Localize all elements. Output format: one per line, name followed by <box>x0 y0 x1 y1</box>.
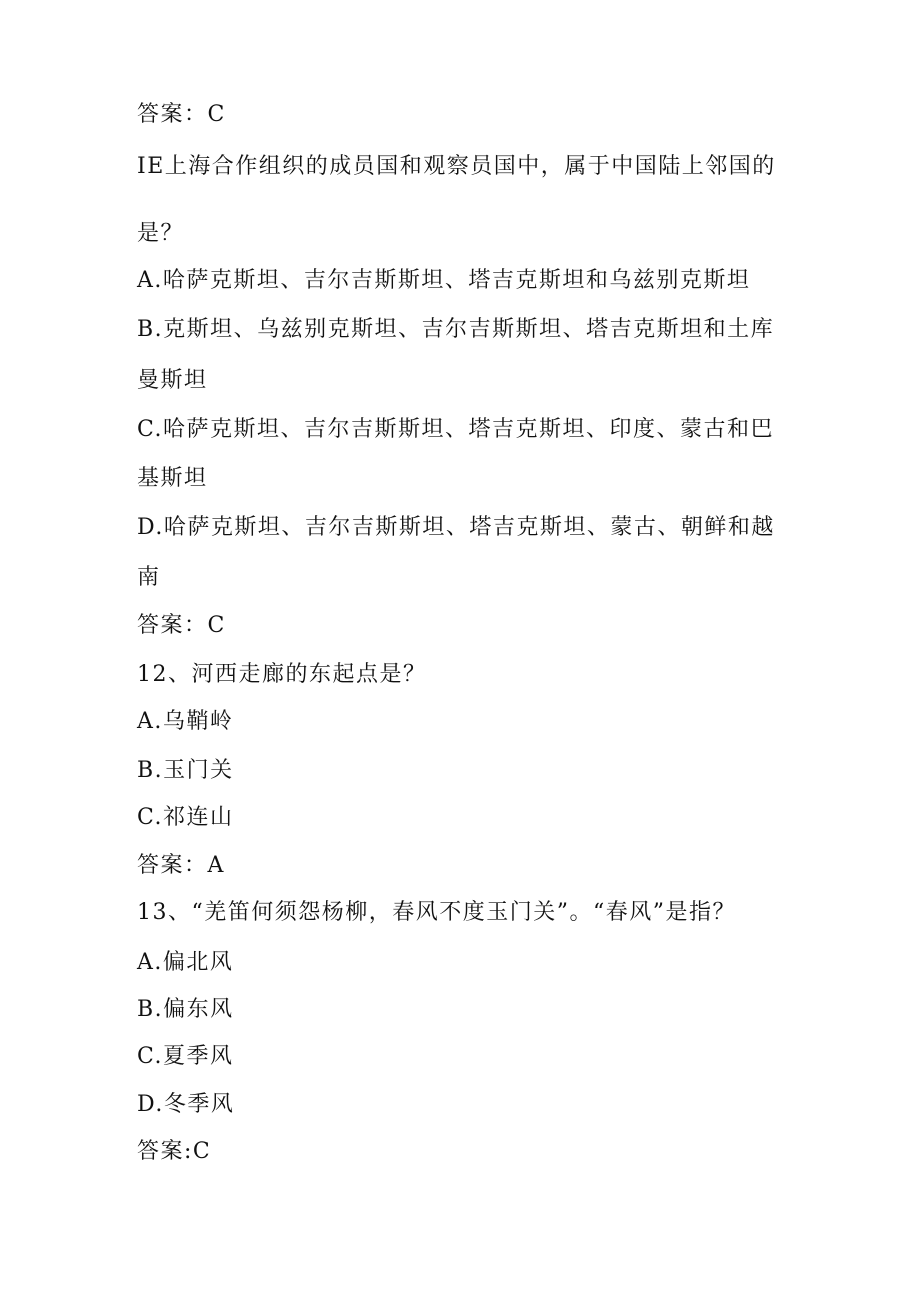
answer-line: 答案：C <box>137 102 226 127</box>
option-b: B.偏东风 <box>137 997 234 1022</box>
option-b: B.克斯坦、乌兹别克斯坦、吉尔吉斯斯坦、塔吉克斯坦和土库 <box>137 317 775 342</box>
option-c: C.哈萨克斯坦、吉尔吉斯斯坦、塔吉克斯坦、印度、蒙古和巴 <box>137 417 775 442</box>
answer-line: 答案:C <box>137 1139 212 1164</box>
option-a: A.哈萨克斯坦、吉尔吉斯斯坦、塔吉克斯坦和乌兹别克斯坦 <box>137 268 751 293</box>
question-13-text: 13、“羌笛何须怨杨柳，春风不度玉门关”。“春风”是指？ <box>137 900 736 925</box>
option-d: D.冬季风 <box>137 1092 235 1117</box>
option-a: A.乌鞘岭 <box>137 709 234 734</box>
option-d-cont: 南 <box>137 565 161 590</box>
option-b-cont: 曼斯坦 <box>137 368 208 393</box>
option-c: C.祁连山 <box>137 805 234 830</box>
answer-line: 答案：C <box>137 613 226 638</box>
option-c-cont: 基斯坦 <box>137 466 208 491</box>
question-11-text-cont: 是？ <box>137 221 185 246</box>
option-c: C.夏季风 <box>137 1044 234 1069</box>
option-a: A.偏北风 <box>137 950 234 975</box>
answer-line: 答案：A <box>137 853 225 878</box>
question-12-text: 12、河西走廊的东起点是？ <box>137 662 427 687</box>
option-d: D.哈萨克斯坦、吉尔吉斯斯坦、塔吉克斯坦、蒙古、朝鲜和越 <box>137 515 775 540</box>
question-11-text: IE上海合作组织的成员国和观察员国中，属于中国陆上邻国的 <box>137 154 776 179</box>
option-b: B.玉门关 <box>137 758 234 783</box>
